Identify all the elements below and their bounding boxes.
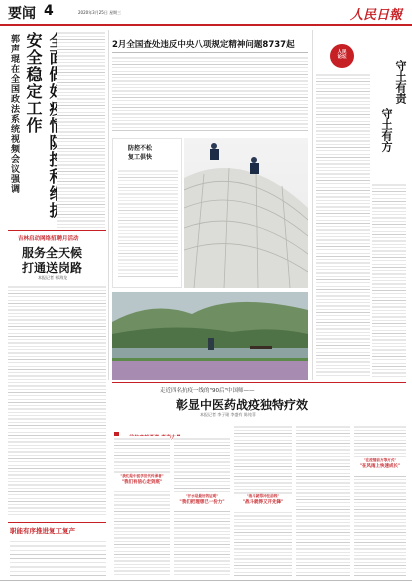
infographic-text [118,168,178,278]
subhead-2-line2: "我们把理想已一份力" [179,500,225,505]
right-column-body [316,72,370,378]
center-headline: 2月全国查处违反中央八项规定精神问题8737起 [112,40,295,50]
forum-badge-line1: 人民 [337,50,347,55]
center-headline-rule [112,52,308,53]
right-column-body-2 [372,182,406,378]
left-vertical-title: 安全稳定工作 [24,32,43,134]
infographic-title-1: 防控不松 [128,145,153,152]
story2-byline: 本报记者 祁海龙 [38,275,68,280]
subhead-2-line1: "汗水是最好的证明" [185,494,219,498]
feature-subhead-box-4 [354,458,406,474]
subhead-1-line2: "我们有信心走到底" [121,480,163,485]
feature-col4-body [296,424,350,576]
dome-illustration [184,138,308,288]
story2-title-line1: 服务全天候 [22,246,83,260]
story2-title-line2: 打通送岗路 [22,261,83,275]
subhead-1-line1: "我们是中医学世代传承者" [120,474,164,478]
section-name: 要闻 [8,6,36,22]
left-bottom-divider [8,522,106,523]
landscape-illustration [112,292,308,380]
column-divider-left [108,30,109,380]
page-bottom-rule [0,580,412,581]
infographic-title-2: 复工俱快 [128,154,153,161]
page-number: 4 [44,3,54,19]
left-bottom-list [10,538,106,576]
feature-subhead-box-2 [174,494,230,510]
feature-col1-body [114,436,170,576]
subhead-4-line2: "在风雨上快速成长" [359,464,401,469]
feature-top-rule [112,382,406,383]
photo-lake-landscape [112,292,308,380]
story2-kicker: 吉林启动网络招聘月活动 [18,236,79,242]
feature-byline: 本报记者 李子勋 李盛有 陈纯菲 [200,412,256,417]
left-vertical-subtitle: 郭声琨在全国政法系统视频会议强调 [9,34,19,194]
feature-subhead-box-1 [114,474,170,490]
forum-badge [330,44,354,68]
feature-col5-body [354,424,406,576]
feature-subhead-box-3 [234,494,292,510]
subhead-3-line2: "战斗就得又开先锋" [242,500,284,505]
left-bottom-title: 职能有序推进复工复产 [10,527,75,535]
left-divider [8,230,106,231]
issue-date: 2020年3月25日 星期三 [78,10,122,15]
column-divider-right [312,30,313,380]
feature-kicker: 走近四名抗疫一线的"90后"中国师—— [160,388,255,394]
photo-dome-workers [184,138,308,288]
subhead-4-line1: "在疫情前方等方式" [363,458,397,462]
right-title-2: 守土有方 [380,108,393,152]
newspaper-logo: 人民日報 [350,8,403,23]
forum-badge-line2: 论坛 [337,55,347,60]
feature-section-mark [114,424,200,433]
story2-body [8,284,106,516]
center-story-body [112,55,308,133]
feature-headline: 彰显中医药战疫独特疗效 [176,398,309,412]
left-story1-body [57,30,105,228]
subhead-3-line1: "战斗就得冲往前线" [246,494,280,498]
right-title-1: 守土有责 [394,60,407,104]
